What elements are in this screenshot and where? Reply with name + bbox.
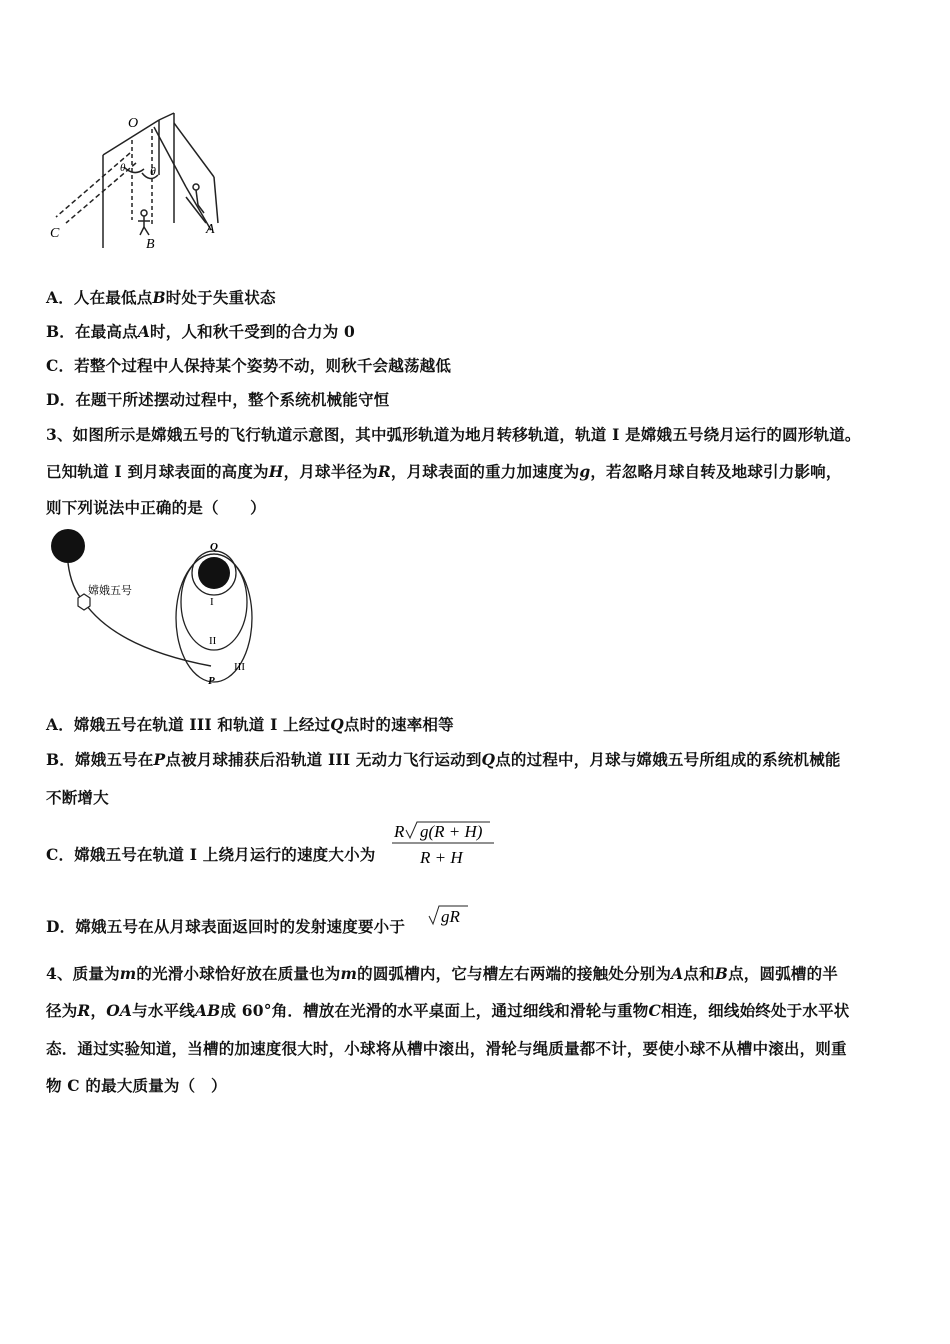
fraction-numerator-sqrt: g(R + H) (420, 822, 483, 841)
spacecraft-label: 嫦娥五号 (88, 585, 132, 597)
sqrt-gr: gR (441, 907, 460, 926)
orbit-figure (46, 528, 266, 688)
option-d-sqrt (428, 902, 472, 930)
q3-option-a: A．嫦娥五号在轨道 III 和轨道 I 上经过Q点时的速率相等 (46, 715, 454, 734)
label-a: A (206, 222, 215, 237)
q4-line-3: 态．通过实验知道，当槽的加速度很大时，小球将从槽中滚出，滑轮与绳质量都不计，要使小球不从槽中滚出，则重 (46, 1039, 847, 1058)
option-c-fraction (390, 818, 500, 870)
label-theta-1: θ (120, 162, 126, 174)
q4-line-2: 径为R，OA与水平线AB成 60°角．槽放在光滑的水平桌面上，通过细线和滑轮与重物C相连，细线始终处于水平状 (46, 1001, 850, 1020)
orbit-2-label: II (209, 635, 217, 647)
orbit-1-label: I (210, 596, 214, 608)
label-b: B (146, 237, 155, 252)
fraction-denominator: R + H (420, 848, 463, 867)
p-label: P (208, 675, 215, 687)
q-label: Q (210, 541, 218, 553)
q2-option-d: D．在题干所述摆动过程中，整个系统机械能守恒 (46, 390, 390, 409)
fraction-numerator-r: R (394, 822, 405, 841)
swing-figure (46, 105, 236, 255)
label-theta-2: θ (150, 164, 156, 178)
q2-option-a: A．人在最低点B时处于失重状态 (46, 288, 276, 307)
q3-option-d: D．嫦娥五号在从月球表面返回时的发射速度要小于 (46, 917, 406, 936)
q3-option-c: C．嫦娥五号在轨道 I 上绕月运行的速度大小为 (46, 845, 376, 864)
q3-option-b-line-2: 不断增大 (46, 788, 109, 807)
moon (198, 557, 230, 589)
orbit-3-label: III (234, 661, 245, 673)
earth (51, 529, 85, 563)
q3-option-b-line-1: B．嫦娥五号在P点被月球捕获后沿轨道 III 无动力飞行运动到Q点的过程中，月球与嫦娥五号所组成的系统机械能 (46, 750, 841, 769)
q3-stem-line-2: 已知轨道 I 到月球表面的高度为H，月球半径为R，月球表面的重力加速度为g，若忽略月球自转及地球引力影响， (46, 462, 842, 481)
label-c: C (50, 226, 60, 241)
q4-line-4: 物 C 的最大质量为（ ） (46, 1076, 227, 1095)
q4-line-1: 4、质量为m的光滑小球恰好放在质量也为m的圆弧槽内，它与槽左右两端的接触处分别为A点和B点，圆弧槽的半 (46, 964, 838, 983)
label-o: O (128, 116, 139, 131)
q2-option-b: B．在最高点A时，人和秋千受到的合力为 0 (46, 322, 356, 341)
q3-stem-line-3: 则下列说法中正确的是（ ） (46, 498, 266, 517)
q2-option-c: C．若整个过程中人保持某个姿势不动，则秋千会越荡越低 (46, 356, 452, 375)
q3-stem-line-1: 3、如图所示是嫦娥五号的飞行轨道示意图，其中弧形轨道为地月转移轨道，轨道 I 是嫦娥五号绕月运行的圆形轨道。 (46, 425, 861, 444)
